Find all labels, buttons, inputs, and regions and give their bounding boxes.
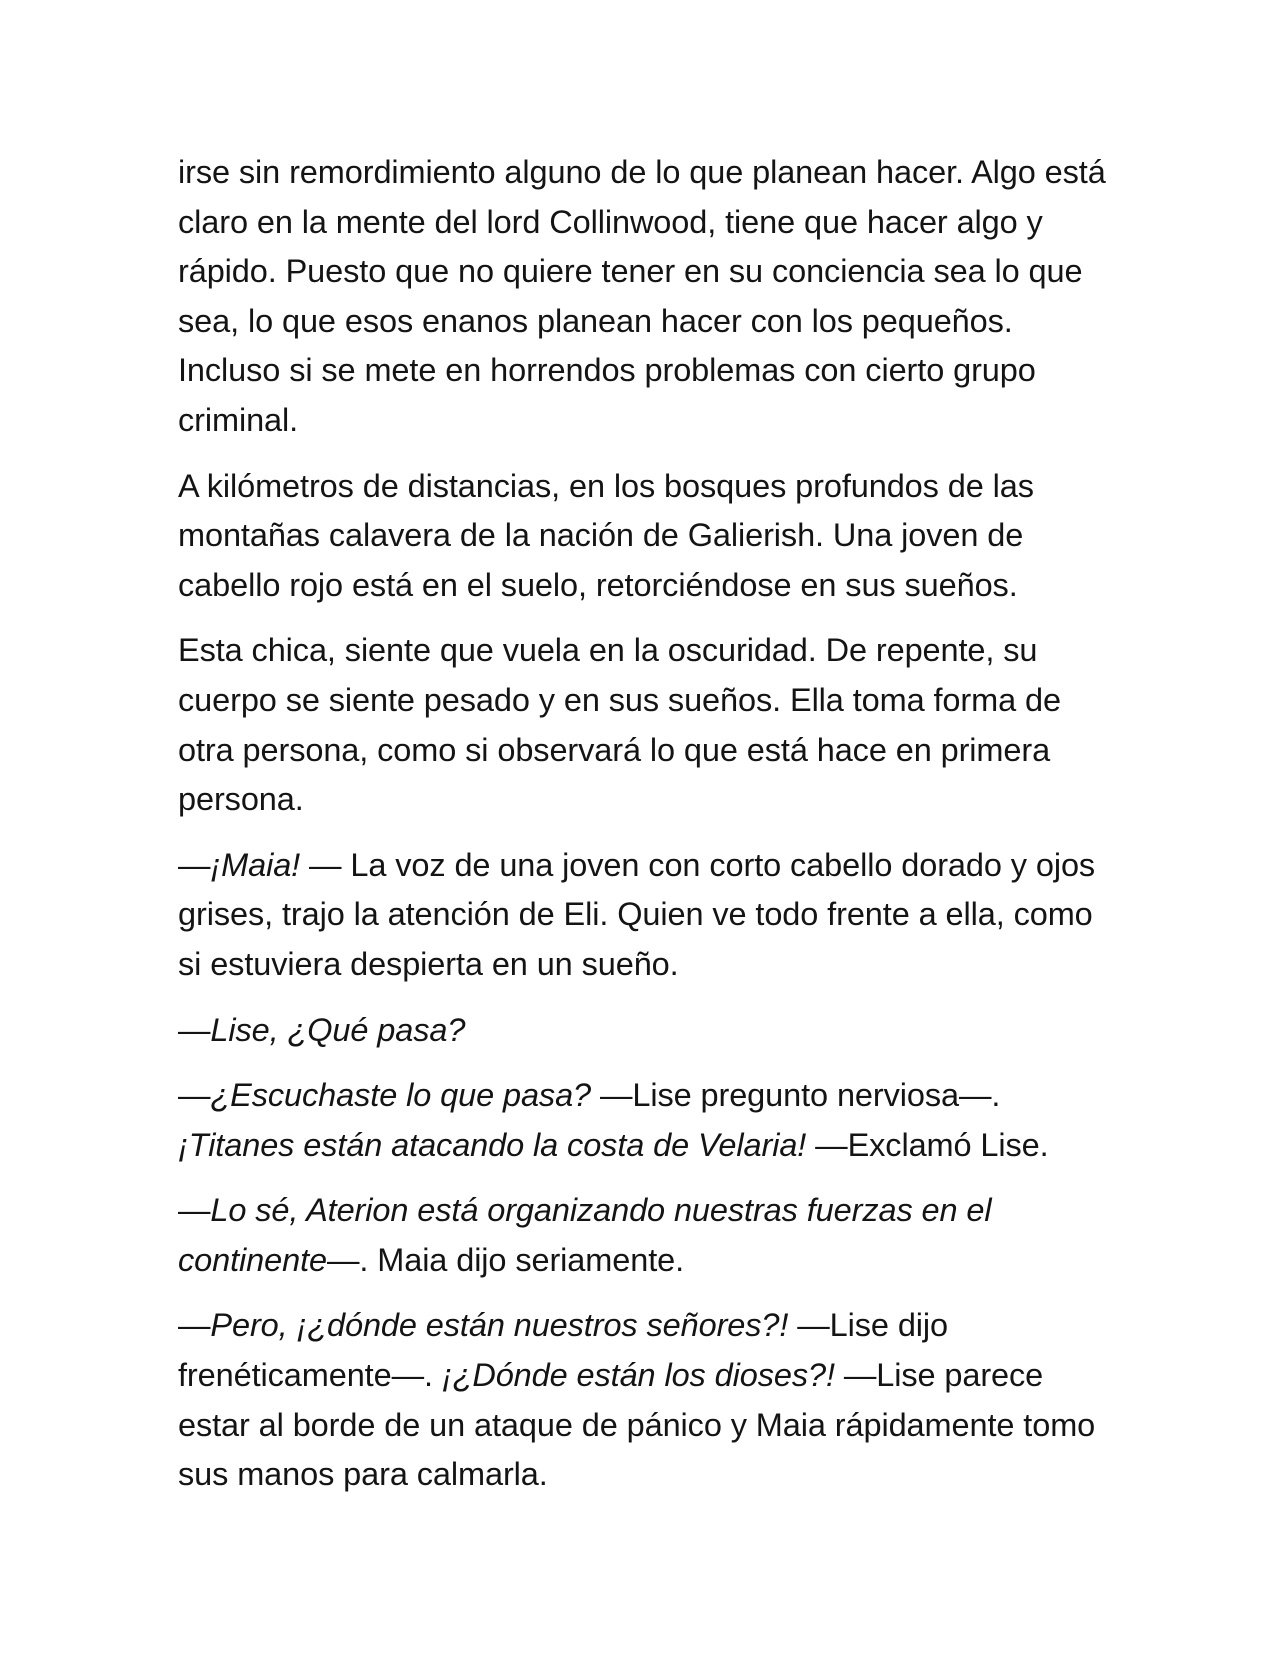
dialogue-dash: — [178,1011,211,1048]
dialogue-italic: ¿Escuchaste lo que pasa? [210,1077,592,1114]
paragraph-2 [178,462,1108,611]
dialogue-italic: Pero, ¡¿dónde están nuestros señores?! [210,1307,789,1344]
dialogue-italic: Lise, ¿Qué pasa? [210,1011,466,1048]
dialogue-italic: Lo sé, Aterion está organizando nuestras fuerzas en el continente [178,1192,992,1278]
paragraph-5 [178,1006,1108,1056]
dialogue-dash: — [178,1077,211,1114]
dialogue-italic: ¡¿Dónde están los dioses?! [441,1357,835,1394]
paragraph-1 [178,148,1108,446]
document-page [178,148,1108,1516]
dialogue-dash: — [178,1307,211,1344]
dialogue-dash: — [178,1192,211,1229]
paragraph-7 [178,1186,1108,1285]
paragraph-8 [178,1301,1108,1499]
narration-text: —. Maia dijo seriamente. [326,1241,685,1278]
dialogue-dash: — [178,846,211,883]
paragraph-6 [178,1071,1108,1170]
paragraph-text: A kilómetros de distancias, en los bosques profundos de las montañas calavera de la nación de Galierish. Una joven de cabello rojo está en el suelo, retorciéndose en sus sueños. [178,467,1034,603]
narration-text: — La voz de una joven con corto cabello dorado y ojos grises, trajo la atención de Eli. Quien ve todo frente a ella, como si estuviera despierta en un sueño. [178,846,1096,982]
paragraph-text: irse sin remordimiento alguno de lo que planean hacer. Algo está claro en la mente del lord Collinwood, tiene que hacer algo y rápido. Puesto que no quiere tener en su conciencia sea lo que sea, lo que esos enanos planean hacer con los pequeños. Incluso si se mete en horrendos problemas con cierto grupo criminal. [178,154,1106,438]
dialogue-italic: ¡Titanes están atacando la costa de Velaria! [178,1126,807,1163]
paragraph-3 [178,626,1108,824]
paragraph-4 [178,841,1108,990]
paragraph-text: Esta chica, siente que vuela en la oscuridad. De repente, su cuerpo se siente pesado y en sus sueños. Ella toma forma de otra persona, como si observará lo que está hace en primera persona. [178,632,1061,818]
dialogue-italic: ¡Maia! [210,846,301,883]
narration-text: —Lise parece estar al borde de un ataque de pánico y Maia rápidamente tomo sus manos para calmarla. [178,1357,1096,1493]
narration-text: —Lise dijo frenéticamente—. [178,1307,949,1394]
narration-text: —Lise pregunto nerviosa—. [591,1077,1001,1114]
narration-text: —Exclamó Lise. [806,1126,1049,1163]
